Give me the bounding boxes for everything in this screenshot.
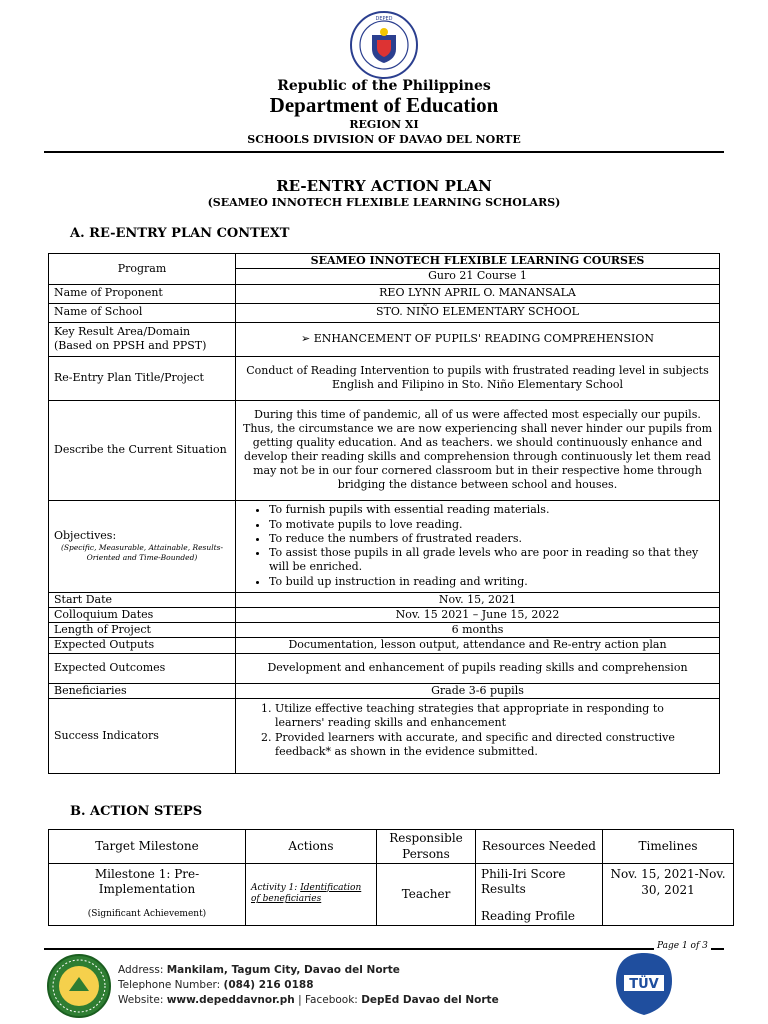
row-kra (49, 322, 720, 356)
section-b-heading: B. ACTION STEPS (70, 804, 203, 819)
outcomes-label: Expected Outcomes (49, 653, 236, 683)
objective-item: • To motivate pupils to love reading. (269, 518, 714, 532)
col-resources: Resources Needed (476, 830, 603, 864)
header-region: REGION XI (349, 118, 419, 131)
deped-seal-logo (339, 10, 429, 80)
document-subtitle: (SEAMEO INNOTECH FLEXIBLE LEARNING SCHOLARS) (207, 196, 561, 209)
footer-address (118, 963, 499, 978)
resource-item: Reading Profile (481, 909, 576, 923)
row-situation (49, 400, 720, 500)
program-course: Guro 21 Course 1 (236, 269, 720, 284)
row-start-date (49, 592, 720, 607)
row-outcomes (49, 653, 720, 683)
objectives-list (241, 503, 714, 589)
address-value: Mankilam, Tagum City, Davao del Norte (166, 964, 400, 976)
action-cell (246, 864, 377, 926)
situation-value: During this time of pandemic, all of us were affected most especially our pupils. Thus, the circumstance we are now experiencing shall never hinder our pupils from getting quality education. And as teachers. we should continuously enhance and develop their reading skills and comprehension through continuously let them read may not be in our four cornered classroom but in their respective home through bridging the distance between school and houses. (236, 400, 720, 500)
division-seal-logo (46, 953, 112, 1019)
col-timelines: Timelines (603, 830, 734, 864)
resource-item: Phili-Iri Score Results (481, 867, 566, 896)
outcomes-value: Development and enhancement of pupils reading skills and comprehension (236, 653, 720, 683)
school-label: Name of School (49, 303, 236, 322)
footer-divider (44, 948, 724, 950)
indicators-value (236, 699, 720, 774)
beneficiaries-value: Grade 3-6 pupils (236, 683, 720, 698)
header-republic: Republic of the Philippines (277, 78, 491, 94)
action-row (49, 864, 734, 926)
beneficiaries-label: Beneficiaries (49, 683, 236, 698)
row-colloquium (49, 607, 720, 622)
kra-label (49, 322, 236, 356)
program-value: SEAMEO INNOTECH FLEXIBLE LEARNING COURSES (236, 254, 720, 269)
proponent-value: REO LYNN APRIL O. MANANSALA (236, 284, 720, 303)
proponent-label: Name of Proponent (49, 284, 236, 303)
milestone-cell (49, 864, 246, 926)
kra-label-line2: (Based on PPSH and PPST) (54, 339, 207, 353)
tuv-certification-logo (612, 951, 676, 1017)
objective-item: • To reduce the numbers of frustrated readers. (269, 532, 714, 546)
objective-item: • To assist those pupils in all grade levels who are poor in reading so that they will be enriched. (269, 546, 714, 575)
resources-cell (476, 864, 603, 926)
facebook-label: | Facebook: (294, 994, 362, 1006)
indicators-label: Success Indicators (49, 699, 236, 774)
indicators-list (241, 702, 714, 759)
action-steps-table (48, 829, 734, 926)
header-division: SCHOOLS DIVISION OF DAVAO DEL NORTE (247, 133, 521, 146)
colloquium-value: Nov. 15 2021 – June 15, 2022 (236, 607, 720, 622)
objectives-label-cell (49, 500, 236, 592)
row-length (49, 623, 720, 638)
phone-value: (084) 216 0188 (223, 979, 314, 991)
start-value: Nov. 15, 2021 (236, 592, 720, 607)
website-link[interactable]: www.depeddavnor.ph (166, 994, 295, 1006)
activity-prefix: Activity 1: (251, 882, 301, 893)
row-proponent (49, 284, 720, 303)
school-value: STO. NIÑO ELEMENTARY SCHOOL (236, 303, 720, 322)
outputs-label: Expected Outputs (49, 638, 236, 653)
header-department: Department of Education (269, 93, 499, 117)
header-divider (44, 151, 724, 153)
indicator-item: 1. Utilize effective teaching strategies that appropriate in responding to learners' reading skills and enhancement (275, 702, 714, 731)
tuv-logo-text: TÜV (629, 977, 659, 992)
row-beneficiaries (49, 683, 720, 698)
program-label: Program (49, 254, 236, 285)
objectives-value (236, 500, 720, 592)
svg-text:DEPED: DEPED (375, 16, 393, 22)
objectives-label: Objectives: (54, 528, 117, 542)
milestone-note: (Significant Achievement) (87, 909, 207, 919)
document-title: RE-ENTRY ACTION PLAN (276, 177, 492, 195)
col-milestone: Target Milestone (49, 830, 246, 864)
row-program (49, 254, 720, 269)
start-label: Start Date (49, 592, 236, 607)
section-a-heading: A. RE-ENTRY PLAN CONTEXT (70, 226, 290, 241)
row-indicators (49, 699, 720, 774)
length-label: Length of Project (49, 623, 236, 638)
phone-label: Telephone Number: (118, 979, 224, 991)
footer-phone (118, 978, 499, 993)
timeline-cell: Nov. 15, 2021-Nov. 30, 2021 (603, 864, 734, 926)
objectives-note: (Specific, Measurable, Attainable, Results-Oriented and Time-Bounded) (60, 543, 224, 563)
row-project-title (49, 356, 720, 400)
col-responsible: Responsible Persons (377, 830, 476, 864)
activity-link: Identification of beneficiaries (251, 882, 362, 905)
row-outputs (49, 638, 720, 653)
row-school (49, 303, 720, 322)
web-label: Website: (118, 994, 167, 1006)
col-actions: Actions (246, 830, 377, 864)
responsible-cell: Teacher (377, 864, 476, 926)
project-title-value: Conduct of Reading Intervention to pupils with frustrated reading level in subjects English and Filipino in Sto. Niño Elementary School (236, 356, 720, 400)
milestone-title: Milestone 1: Pre-Implementation (94, 867, 200, 896)
facebook-link[interactable]: DepEd Davao del Norte (361, 994, 499, 1006)
outputs-value: Documentation, lesson output, attendance and Re-entry action plan (236, 638, 720, 653)
kra-label-line1: Key Result Area/Domain (54, 324, 191, 338)
context-table (48, 253, 720, 774)
page-number: Page 1 of 3 (654, 941, 711, 951)
footer-contact (118, 963, 499, 1008)
kra-value: ➢ ENHANCEMENT OF PUPILS' READING COMPREHENSION (236, 322, 720, 356)
action-header-row (49, 830, 734, 864)
indicator-item: 2. Provided learners with accurate, and specific and directed constructive feedback* as shown in the evidence submitted. (275, 731, 714, 760)
row-objectives (49, 500, 720, 592)
colloquium-label: Colloquium Dates (49, 607, 236, 622)
objective-item: • To furnish pupils with essential reading materials. (269, 503, 714, 517)
footer-web (118, 993, 499, 1008)
project-title-label: Re-Entry Plan Title/Project (49, 356, 236, 400)
objective-item: • To build up instruction in reading and writing. (269, 575, 714, 589)
situation-label: Describe the Current Situation (49, 400, 236, 500)
address-label: Address: (118, 964, 167, 976)
length-value: 6 months (236, 623, 720, 638)
